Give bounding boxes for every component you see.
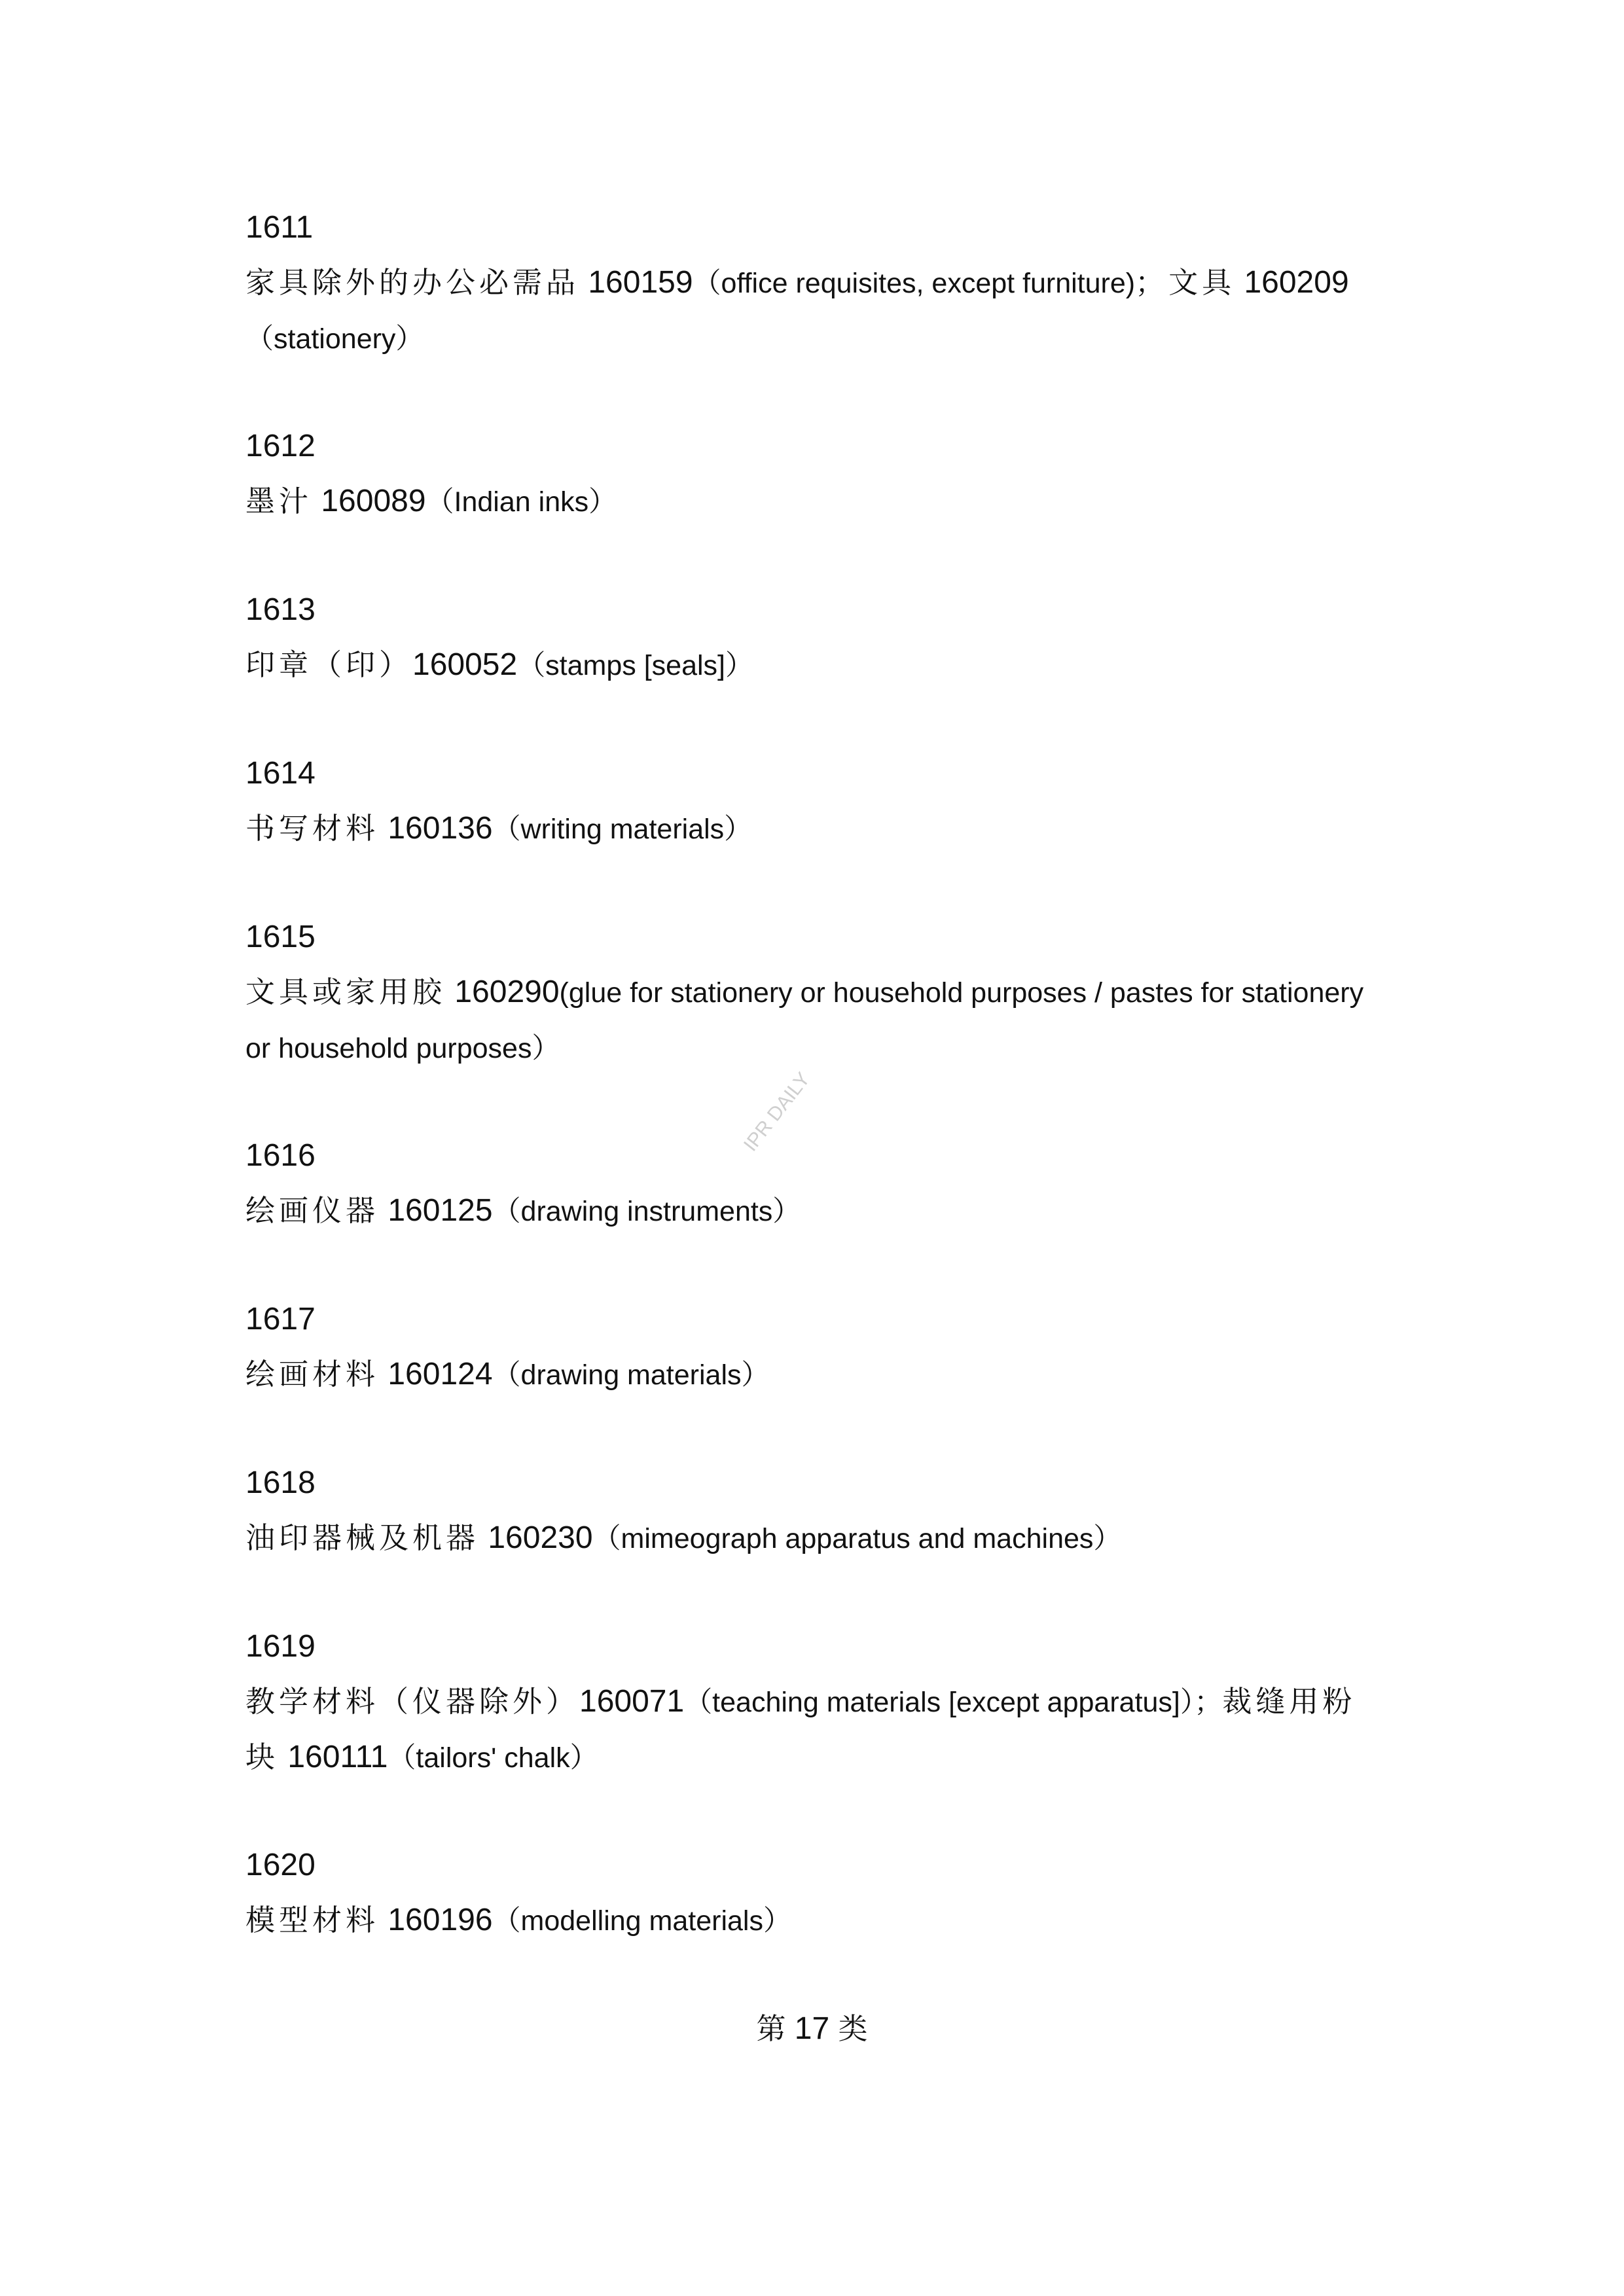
entry-1619: [245, 1619, 1384, 1785]
entry-name-en: （tailors' chalk）: [388, 1742, 598, 1774]
entry-number: 160159: [579, 265, 693, 300]
entry-name-en: （Indian inks）: [425, 486, 617, 518]
entry-1618: [245, 1456, 1384, 1566]
entry-1612: [245, 419, 1384, 529]
entry-description: [245, 637, 1384, 693]
entry-name-en: （stamps [seals]）: [517, 650, 754, 681]
entry-name-cn: 教学材料（仪器除外）: [245, 1684, 580, 1719]
entry-code: 1612: [245, 429, 316, 463]
entry-number: 160071: [579, 1684, 685, 1719]
entry-description: [245, 1511, 1384, 1566]
entry-name-en: （teaching materials [except apparatus]）；: [684, 1687, 1223, 1718]
entry-1615: [245, 910, 1384, 1076]
entry-number: 160124: [379, 1357, 493, 1391]
entry-description: [245, 801, 1384, 857]
entry-number: 160052: [412, 647, 518, 682]
entry-description: [245, 1674, 1384, 1785]
entry-code: 1618: [245, 1465, 316, 1500]
entry-1611: [245, 200, 1384, 367]
entry-name-en: （mimeograph apparatus and machines）: [592, 1523, 1122, 1554]
entry-description: [245, 474, 1384, 529]
entry-name-cn: 家具除外的办公必需品: [245, 265, 580, 300]
entry-code: 1616: [245, 1138, 316, 1173]
entry-name-cn: 模型材料: [245, 1903, 380, 1937]
entry-1616: [245, 1128, 1384, 1239]
entry-name-en: （modelling materials）: [492, 1905, 791, 1937]
entry-code: 1613: [245, 592, 316, 627]
entry-name-cn: 油印器械及机器: [245, 1520, 480, 1555]
entry-description: [245, 1893, 1384, 1948]
entry-code: 1611: [245, 210, 314, 245]
entry-code: 1614: [245, 756, 316, 791]
entry-name-en: (glue for stationery or household purposes / pastes for stationery or household purposes）: [245, 977, 1364, 1064]
entry-name-en: （writing materials）: [492, 814, 753, 845]
class-heading: [0, 2001, 1624, 2056]
entry-code: 1619: [245, 1629, 316, 1664]
entry-1617: [245, 1292, 1384, 1403]
entry-description: [245, 255, 1384, 367]
entry-name-cn: ；文具: [1135, 265, 1236, 300]
entry-1614: [245, 746, 1384, 857]
entry-number: 160209: [1235, 265, 1349, 300]
entry-number: 160230: [479, 1520, 593, 1555]
entry-number: 160125: [379, 1193, 493, 1228]
entry-name-cn: 绘画材料: [245, 1357, 380, 1391]
entry-name-cn: 墨汁: [245, 484, 313, 518]
entry-description: [245, 965, 1384, 1076]
entry-number: 160089: [312, 484, 426, 518]
class-heading-suffix: 类: [838, 2011, 868, 2046]
entry-name-cn: 裁缝用粉块: [245, 1684, 1356, 1774]
entry-name-en: （office requisites, except furniture): [693, 268, 1136, 299]
entry-name-cn: 文具或家用胶: [245, 975, 446, 1009]
class-heading-prefix: 第: [756, 2011, 786, 2046]
entry-1620: [245, 1838, 1384, 1948]
entry-number: 160136: [379, 811, 493, 846]
entry-name-cn: 书写材料: [245, 811, 380, 846]
entry-number: 160196: [379, 1903, 493, 1937]
entry-code: 1620: [245, 1848, 316, 1882]
class-heading-number: 17: [785, 2011, 839, 2046]
entry-description: [245, 1347, 1384, 1403]
entry-code: 1615: [245, 920, 316, 954]
entry-number: 160290: [446, 975, 560, 1009]
entry-code: 1617: [245, 1302, 316, 1336]
entry-name-cn: 印章（印）: [245, 647, 413, 682]
watermark: IPR DAILY: [740, 1068, 814, 1156]
entry-name-en: （drawing instruments）: [492, 1196, 801, 1227]
entry-name-cn: 绘画仪器: [245, 1193, 380, 1228]
entry-name-en: （stationery）: [245, 323, 424, 355]
entry-1613: [245, 583, 1384, 693]
entry-number: 160111: [279, 1740, 388, 1774]
entry-name-en: （drawing materials）: [492, 1359, 770, 1391]
entry-description: [245, 1183, 1384, 1239]
